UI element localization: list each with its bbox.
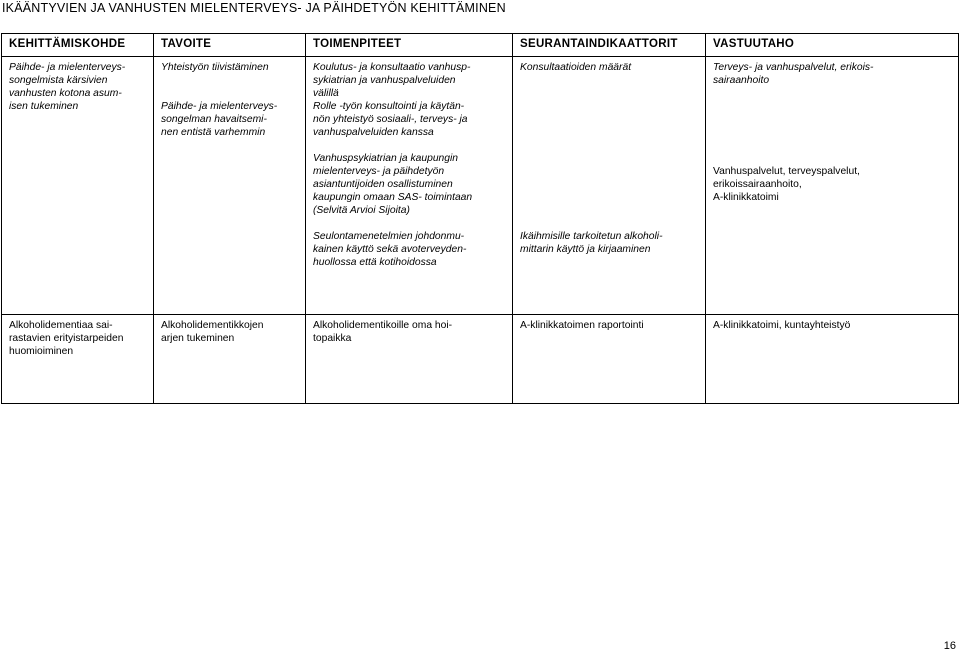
cell-seurantaindikaattorit	[513, 57, 706, 315]
text-line: Päihde- ja mielenterveys-	[161, 101, 278, 112]
text-line: Alkoholidementiaa sai-	[9, 320, 113, 331]
vastuu-text	[706, 315, 958, 332]
cell-vastuutaho	[706, 57, 959, 315]
text-line: Konsultaatioiden määrät	[520, 62, 632, 73]
table-row	[2, 57, 959, 315]
text-line: huollossa että kotihoidossa	[313, 257, 437, 268]
text-line: Rolle -työn konsultointi ja käytän-	[313, 101, 465, 112]
text-line: nen entistä varhemmin	[161, 127, 266, 138]
cell-kehittamiskohde	[2, 315, 154, 404]
indikaattori-text-2	[520, 230, 701, 256]
text-line: Terveys- ja vanhuspalvelut, erikois-	[713, 62, 874, 73]
text-line: vanhuspalveluiden kanssa	[313, 127, 434, 138]
text-line: mielenterveys- ja päihdetyön	[313, 166, 445, 177]
tavoite-text-1	[161, 61, 301, 74]
text-line: Vanhuspsykiatrian ja kaupungin	[313, 153, 459, 164]
cell-tavoite	[154, 315, 306, 404]
cell-seurantaindikaattorit	[513, 315, 706, 404]
table-header-row	[2, 34, 959, 57]
toimenpide-text-2	[313, 152, 508, 217]
text-line: Seulontamenetelmien johdonmu-	[313, 231, 465, 242]
indikaattori-text	[513, 315, 705, 332]
text-line: Alkoholidementikoille oma hoi-	[313, 320, 453, 331]
text-line: sykiatrian ja vanhuspalveluiden	[313, 75, 456, 86]
text-line: mittarin käyttö ja kirjaaminen	[520, 244, 651, 255]
text-line: kainen käyttö sekä avoterveyden-	[313, 244, 467, 255]
text-line: asiantuntijoiden osallistuminen	[313, 179, 453, 190]
indikaattori-text-1	[520, 61, 701, 74]
cell-tavoite	[154, 57, 306, 315]
text-line: rastavien erityistarpeiden	[9, 333, 124, 344]
vastuu-text-1	[713, 61, 954, 87]
text-line: vanhusten kotona asum-	[9, 88, 122, 99]
page-number: 16	[943, 640, 956, 652]
cell-toimenpiteet	[306, 315, 513, 404]
text-line: Alkoholidementikkojen	[161, 320, 264, 331]
toimenpide-text-3	[313, 230, 508, 269]
text-line: A-klinikkatoimi, kuntayhteistyö	[713, 320, 851, 331]
vastuu-text-2	[713, 165, 954, 204]
table-row	[2, 315, 959, 404]
text-line: Yhteistyön tiivistäminen	[161, 62, 269, 73]
header-seurantaindikaattorit: SEURANTAINDIKAATTORIT	[513, 34, 706, 57]
text-line: songelmista kärsivien	[9, 75, 108, 86]
toimenpide-text	[306, 315, 512, 345]
cell-toimenpiteet	[306, 57, 513, 315]
header-toimenpiteet: TOIMENPITEET	[306, 34, 513, 57]
text-line: erikoissairaanhoito,	[713, 179, 802, 190]
text-line: huomioiminen	[9, 346, 74, 357]
text-line: Ikäihmisille tarkoitetun alkoholi-	[520, 231, 663, 242]
tavoite-text	[154, 315, 305, 345]
text-line: A-klinikkatoimi	[713, 192, 779, 203]
text-line: Vanhuspalvelut, terveyspalvelut,	[713, 166, 860, 177]
header-tavoite: TAVOITE	[154, 34, 306, 57]
text-line: arjen tukeminen	[161, 333, 235, 344]
document-title: IKÄÄNTYVIEN JA VANHUSTEN MIELENTERVEYS- JA PÄIHDETYÖN KEHITTÄMINEN	[2, 1, 506, 15]
development-plan-table	[1, 33, 959, 404]
text-line: kaupungin omaan SAS- toimintaan	[313, 192, 473, 203]
text-line: isen tukeminen	[9, 101, 79, 112]
header-kehittamiskohde: KEHITTÄMISKOHDE	[2, 34, 154, 57]
text-line: Koulutus- ja konsultaatio vanhusp-	[313, 62, 471, 73]
text-line: topaikka	[313, 333, 352, 344]
text-line: nön yhteistyö sosiaali-, terveys- ja	[313, 114, 468, 125]
kohde-text	[2, 57, 153, 113]
text-line: songelman havaitsemi-	[161, 114, 267, 125]
header-vastuutaho: VASTUUTAHO	[706, 34, 959, 57]
kohde-text	[2, 315, 153, 358]
toimenpide-text-1	[313, 61, 508, 139]
text-line: Päihde- ja mielenterveys-	[9, 62, 126, 73]
cell-kehittamiskohde	[2, 57, 154, 315]
cell-vastuutaho	[706, 315, 959, 404]
text-line: (Selvitä Arvioi Sijoita)	[313, 205, 410, 216]
text-line: välillä	[313, 88, 339, 99]
tavoite-text-2	[161, 100, 301, 139]
text-line: A-klinikkatoimen raportointi	[520, 320, 644, 331]
text-line: sairaanhoito	[713, 75, 770, 86]
